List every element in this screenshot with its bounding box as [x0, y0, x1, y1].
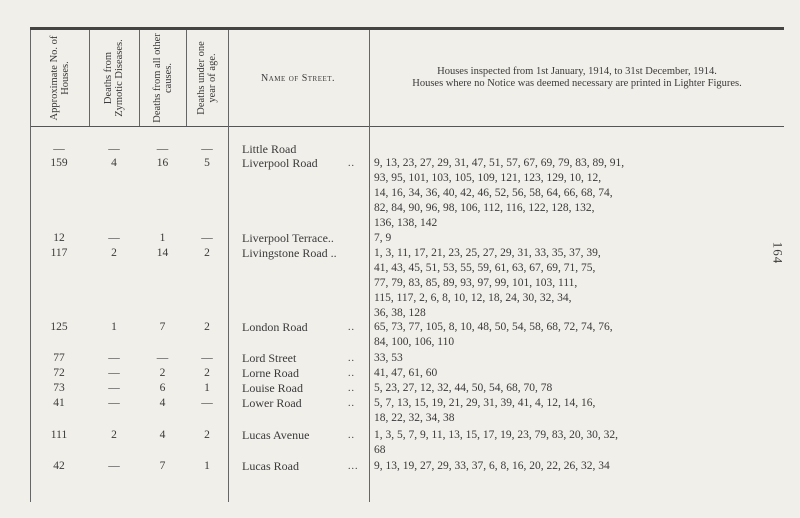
cell-street: Lucas Avenue [242, 428, 310, 442]
cell-zymotic: — [108, 397, 120, 409]
cell-houses: 125 [50, 321, 68, 333]
houses-line: 65, 73, 77, 105, 8, 10, 48, 50, 54, 58, 68, 72, 74, 76, [374, 321, 613, 333]
houses-line: 136, 138, 142 [374, 217, 438, 229]
cell-houses: 41 [53, 397, 65, 409]
cell-houses-list [374, 156, 778, 231]
cell-under-one: 2 [204, 321, 210, 333]
cell-other: 7 [159, 321, 166, 333]
cell-street: Little Road [242, 142, 297, 156]
header-street-name [228, 30, 368, 126]
cell-other: 2 [159, 367, 166, 379]
cell-houses: 42 [53, 460, 65, 472]
cell-street: Louise Road [242, 381, 303, 395]
cell-houses-list [374, 366, 778, 381]
cell-street: London Road [242, 320, 308, 334]
houses-line: 9, 13, 19, 27, 29, 33, 37, 6, 8, 16, 20, 22, 26, 32, 34 [374, 460, 610, 472]
cell-street: Liverpool Terrace.. [242, 231, 334, 245]
houses-line: 41, 47, 61, 60 [374, 367, 438, 379]
cell-houses: 12 [53, 232, 65, 244]
cell-street: Lower Road [242, 396, 302, 410]
houses-line: 5, 23, 27, 12, 32, 44, 50, 54, 68, 70, 78 [374, 382, 553, 394]
cell-zymotic: — [108, 460, 120, 472]
cell-houses: 159 [50, 157, 68, 169]
cell-under-one: 5 [204, 157, 210, 169]
cell-houses: 72 [53, 367, 65, 379]
leader-dots: .. [348, 353, 355, 364]
cell-under-one: — [201, 397, 213, 409]
cell-under-one: 2 [204, 247, 210, 259]
cell-houses: 111 [50, 429, 68, 441]
houses-line: 77, 79, 83, 85, 89, 93, 97, 99, 101, 103, 111, [374, 277, 578, 289]
cell-zymotic: 1 [111, 321, 117, 333]
houses-line: 5, 7, 13, 15, 19, 21, 29, 31, 39, 41, 4, 12, 14, 16, [374, 397, 596, 409]
cell-street: Lorne Road [242, 366, 299, 380]
header-deaths-zymotic-label: Deaths from Zymotic Diseases. [103, 39, 125, 117]
leader-dots: .. [348, 158, 355, 169]
leader-dots: .. [348, 322, 355, 333]
cell-street: Lord Street [242, 351, 297, 365]
cell-houses-list [374, 396, 778, 426]
houses-line: 41, 43, 45, 51, 53, 55, 59, 61, 63, 67, 69, 71, 75, [374, 262, 596, 274]
cell-houses-list [374, 231, 778, 246]
cell-houses-list [374, 381, 778, 396]
header-houses-note-line1: Houses inspected from 1st January, 1914, to 31st December, 1914. [437, 66, 717, 77]
houses-line: 36, 38, 128 [374, 307, 426, 319]
cell-other: 4 [159, 429, 166, 441]
cell-under-one: — [201, 232, 213, 244]
leader-dots: ... [348, 461, 359, 472]
cell-houses-list [374, 351, 778, 366]
cell-other: 4 [159, 397, 166, 409]
cell-houses-list [374, 246, 778, 321]
header-deaths-other-label: Deaths from all other causes. [151, 33, 174, 123]
houses-line: 82, 84, 90, 96, 98, 106, 112, 116, 122, 128, 132, [374, 202, 595, 214]
cell-zymotic: — [108, 367, 120, 379]
cell-other: — [156, 143, 169, 155]
header-approx-houses [30, 30, 89, 126]
cell-under-one: 2 [204, 429, 210, 441]
houses-line: 115, 117, 2, 6, 8, 10, 12, 18, 24, 30, 32, 34, [374, 292, 572, 304]
cell-houses: 73 [53, 382, 65, 394]
cell-zymotic: 2 [111, 429, 117, 441]
cell-houses: 77 [53, 352, 65, 364]
header-approx-houses-label: Approximate No. of Houses. [48, 35, 71, 121]
houses-line: 1, 3, 5, 7, 9, 11, 13, 15, 17, 19, 23, 79, 83, 20, 30, 32, [374, 429, 618, 441]
cell-zymotic: 2 [111, 247, 117, 259]
leader-dots: .. [348, 383, 355, 394]
cell-other: 6 [159, 382, 166, 394]
houses-line: 18, 22, 32, 34, 38 [374, 412, 455, 424]
cell-zymotic: — [108, 352, 120, 364]
cell-street: Lucas Road [242, 459, 299, 473]
cell-zymotic: 4 [111, 157, 117, 169]
cell-under-one: — [201, 143, 213, 155]
cell-under-one: — [201, 352, 213, 364]
cell-street: Liverpool Road [242, 156, 318, 170]
header-deaths-under-one-label: Deaths under one year of age. [196, 41, 218, 115]
houses-line: 93, 95, 101, 103, 105, 109, 121, 123, 129, 10, 12, [374, 172, 602, 184]
houses-line: 84, 100, 106, 110 [374, 336, 455, 348]
cell-other: 14 [156, 247, 169, 259]
houses-line: 1, 3, 11, 17, 21, 23, 25, 27, 29, 31, 33, 35, 37, 39, [374, 247, 601, 259]
leader-dots: .. [348, 430, 355, 441]
cell-other: 1 [159, 232, 166, 244]
cell-other: — [156, 352, 169, 364]
cell-other: 7 [159, 460, 166, 472]
houses-line: 7, 9 [374, 232, 392, 244]
cell-zymotic: — [108, 232, 120, 244]
header-houses-note-line2: Houses where no Notice was deemed necessary are printed in Lighter Figures. [412, 78, 742, 89]
houses-line: 9, 13, 23, 27, 29, 31, 47, 51, 57, 67, 69, 79, 83, 89, 91, [374, 157, 625, 169]
cell-houses: — [53, 143, 65, 155]
cell-other: 16 [156, 157, 169, 169]
cell-houses-list [374, 459, 778, 474]
cell-houses: 117 [50, 247, 68, 259]
cell-houses-list [374, 320, 778, 350]
cell-under-one: 1 [204, 382, 210, 394]
cell-zymotic: — [108, 382, 120, 394]
page-number: 164 [770, 241, 786, 265]
header-rule [30, 126, 784, 127]
header-houses-note [370, 30, 784, 126]
cell-houses-list [374, 428, 778, 458]
leader-dots: .. [348, 368, 355, 379]
cell-street: Livingstone Road .. [242, 246, 337, 260]
cell-under-one: 1 [204, 460, 210, 472]
cell-under-one: 2 [204, 367, 210, 379]
houses-line: 14, 16, 34, 36, 40, 42, 46, 52, 56, 58, 64, 66, 68, 74, [374, 187, 613, 199]
leader-dots: .. [348, 398, 355, 409]
header-deaths-zymotic [89, 30, 139, 126]
houses-line: 68 [374, 444, 386, 456]
cell-zymotic: — [108, 143, 120, 155]
houses-line: 33, 53 [374, 352, 403, 364]
header-deaths-other [139, 30, 186, 126]
header-street-name-label: Name of Street. [260, 72, 336, 84]
header-deaths-under-one [186, 30, 228, 126]
